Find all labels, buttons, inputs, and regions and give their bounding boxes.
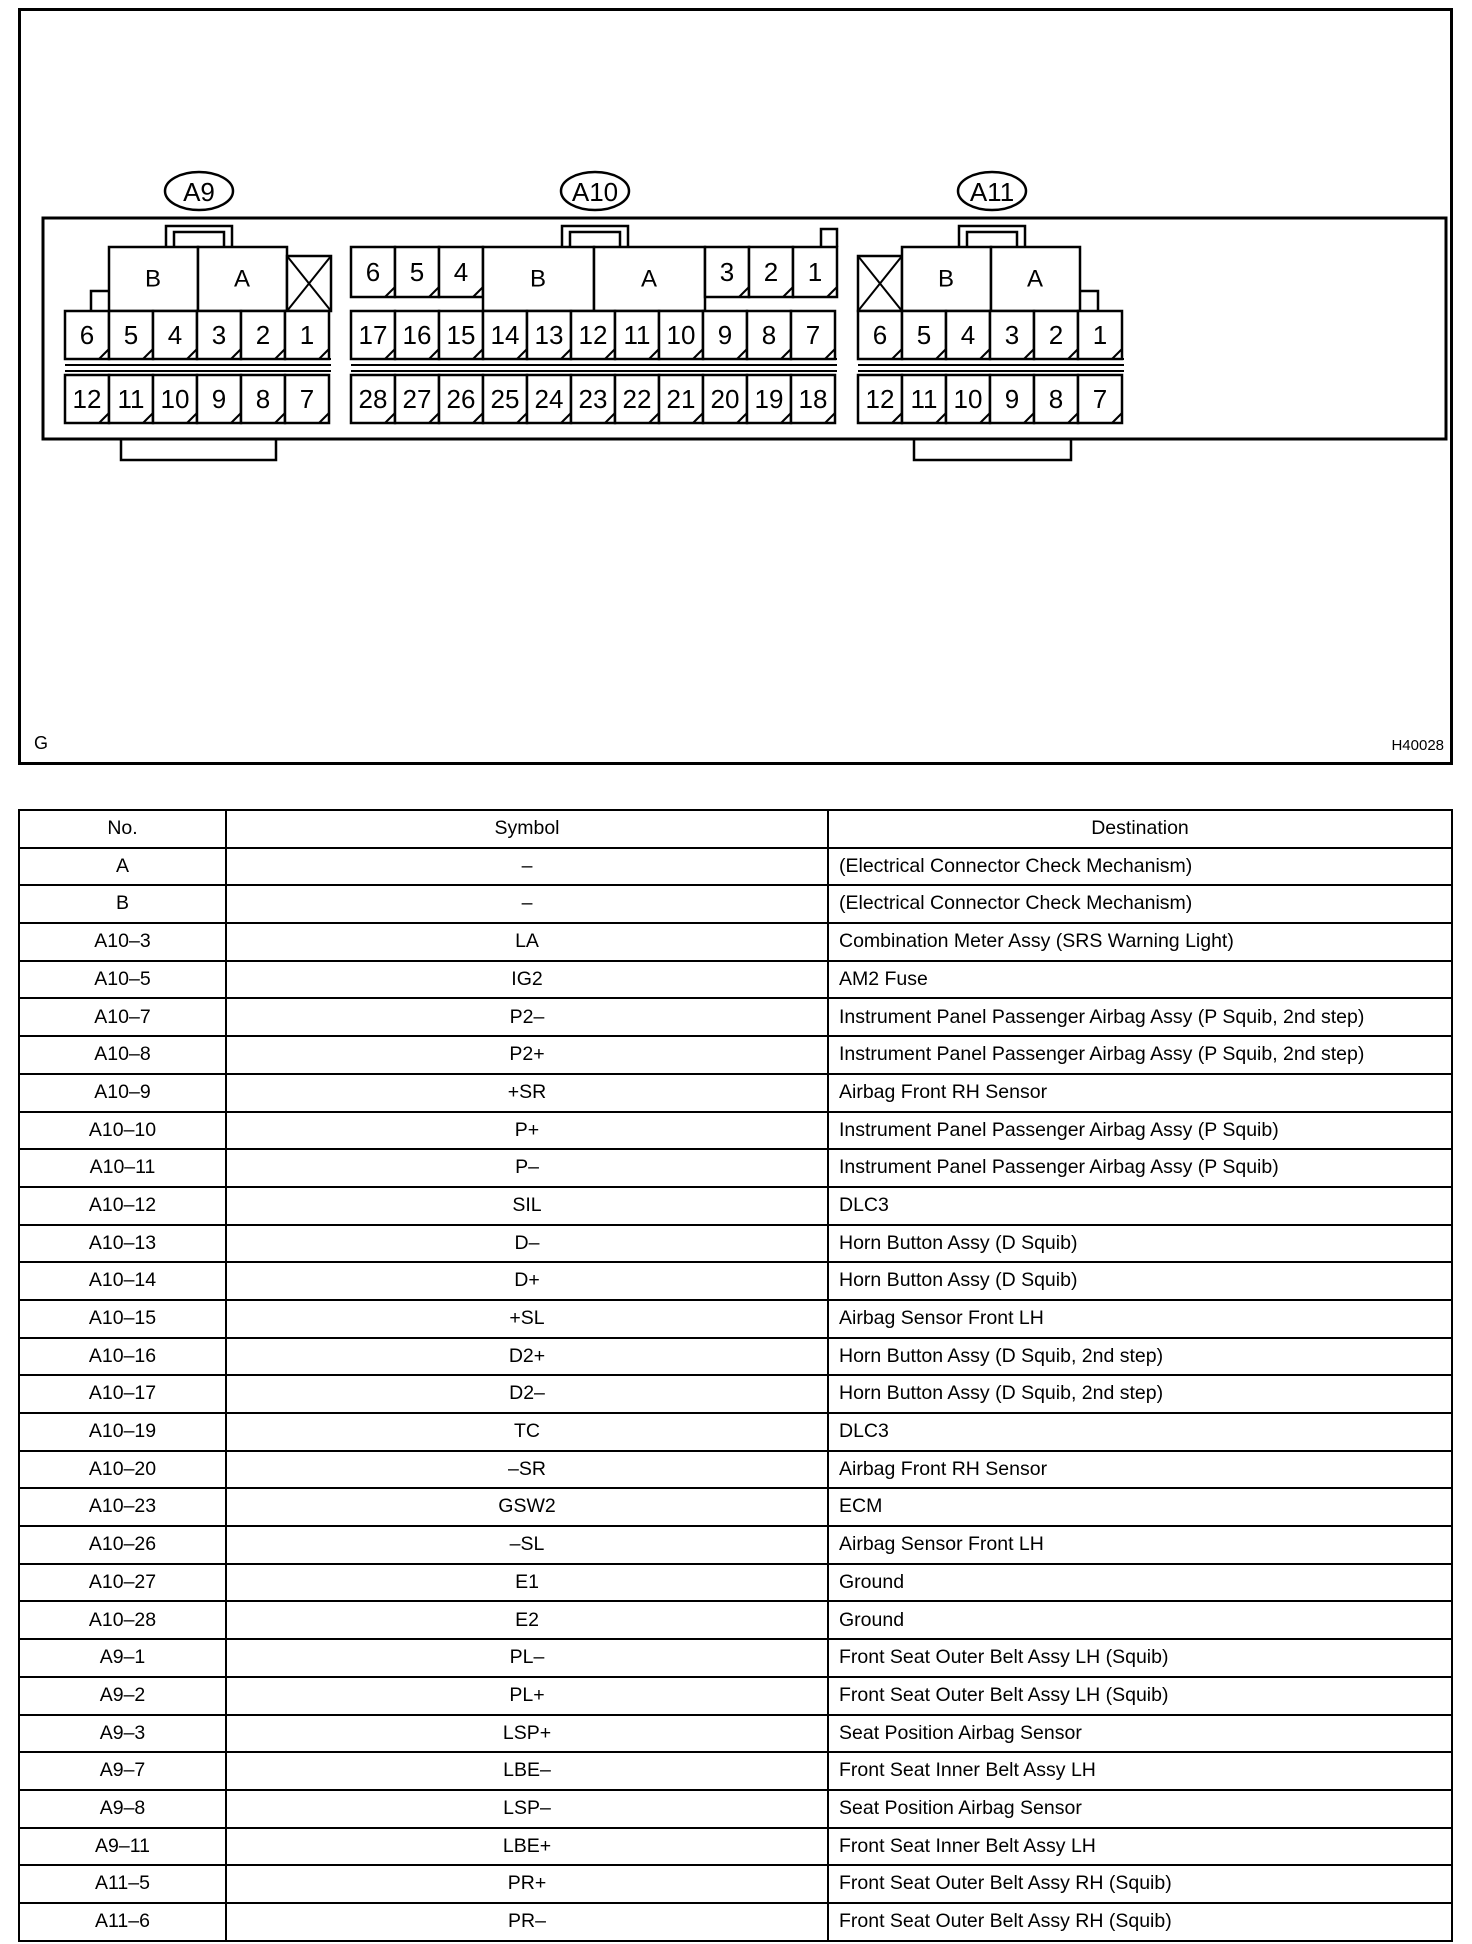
a10-cavity-number: 12 — [578, 320, 608, 350]
cell-no: A10–10 — [19, 1112, 226, 1150]
a11-cavity-number: 7 — [1092, 384, 1108, 414]
cell-symbol: D2+ — [226, 1338, 828, 1376]
cell-symbol: IG2 — [226, 961, 828, 999]
table-row — [19, 1677, 1452, 1715]
a10-cavity-number: 24 — [534, 384, 564, 414]
a10-cavity-number: 23 — [578, 384, 608, 414]
cell-destination: Instrument Panel Passenger Airbag Assy (P Squib, 2nd step) — [828, 1036, 1452, 1074]
header-symbol: Symbol — [226, 810, 828, 848]
cell-symbol: D2– — [226, 1375, 828, 1413]
a10-cavity-number: 2 — [763, 257, 779, 287]
cell-symbol: –SR — [226, 1451, 828, 1489]
a10-cavity-number: 13 — [534, 320, 564, 350]
table-row — [19, 1526, 1452, 1564]
cell-no: A9–8 — [19, 1790, 226, 1828]
cell-symbol: GSW2 — [226, 1488, 828, 1526]
cell-no: A11–6 — [19, 1903, 226, 1941]
cell-no: A10–9 — [19, 1074, 226, 1112]
cell-no: A10–17 — [19, 1375, 226, 1413]
cell-destination: Ground — [828, 1564, 1452, 1602]
cell-symbol: LBE+ — [226, 1828, 828, 1866]
cell-no: A10–19 — [19, 1413, 226, 1451]
cell-destination: Horn Button Assy (D Squib) — [828, 1262, 1452, 1300]
lock-letter-b: B — [144, 265, 162, 293]
table-row — [19, 1187, 1452, 1225]
header-no: No. — [19, 810, 226, 848]
cell-destination: ECM — [828, 1488, 1452, 1526]
cell-no: A9–1 — [19, 1639, 226, 1677]
cell-no: A10–5 — [19, 961, 226, 999]
table-row — [19, 1112, 1452, 1150]
a10-cavity-number: 16 — [402, 320, 432, 350]
cell-no: A10–26 — [19, 1526, 226, 1564]
cell-destination: Airbag Sensor Front LH — [828, 1526, 1452, 1564]
cell-no: A10–13 — [19, 1225, 226, 1263]
cell-destination: Airbag Front RH Sensor — [828, 1451, 1452, 1489]
a10-cavity-number: 10 — [666, 320, 696, 350]
a11-cavity-number: 6 — [872, 320, 888, 350]
a10-cavity-number: 15 — [446, 320, 476, 350]
lock-letter-a: A — [640, 265, 658, 293]
cell-destination: Front Seat Outer Belt Assy RH (Squib) — [828, 1903, 1452, 1941]
connector-label-a11: A11 — [969, 177, 1015, 207]
cell-no: A10–16 — [19, 1338, 226, 1376]
cell-no: A9–7 — [19, 1752, 226, 1790]
cell-destination: (Electrical Connector Check Mechanism) — [828, 885, 1452, 923]
figure-corner-letter: G — [34, 733, 49, 753]
figure-code: H40028 — [1391, 737, 1444, 754]
table-row — [19, 998, 1452, 1036]
cell-symbol: LSP+ — [226, 1715, 828, 1753]
a10-cavity-number: 8 — [761, 320, 777, 350]
lock-letter-b: B — [529, 265, 547, 293]
cell-symbol: P– — [226, 1149, 828, 1187]
cell-symbol: P2+ — [226, 1036, 828, 1074]
lock-letter-a: A — [233, 265, 251, 293]
cell-no: A9–2 — [19, 1677, 226, 1715]
cell-symbol: +SL — [226, 1300, 828, 1338]
cell-destination: DLC3 — [828, 1187, 1452, 1225]
table-row — [19, 1828, 1452, 1866]
cell-symbol: +SR — [226, 1074, 828, 1112]
a10-cavity-number: 6 — [365, 257, 381, 287]
a10-cavity-number: 22 — [622, 384, 652, 414]
connector-diagram — [18, 8, 1453, 765]
table-row — [19, 1338, 1452, 1376]
header-destination: Destination — [828, 810, 1452, 848]
a10-cavity-number: 1 — [807, 257, 823, 287]
a9-cavity-number: 7 — [299, 384, 315, 414]
lock-letter-a: A — [1026, 265, 1044, 293]
table-row — [19, 1488, 1452, 1526]
cell-destination: Front Seat Inner Belt Assy LH — [828, 1828, 1452, 1866]
table-row — [19, 1413, 1452, 1451]
guide-tab-right — [914, 439, 1071, 460]
cell-destination: Instrument Panel Passenger Airbag Assy (P Squib) — [828, 1149, 1452, 1187]
a10-cavity-number: 3 — [719, 257, 735, 287]
a10-cavity-number: 19 — [754, 384, 784, 414]
cell-symbol: LBE– — [226, 1752, 828, 1790]
cell-destination: Ground — [828, 1601, 1452, 1639]
cell-no: A — [19, 848, 226, 886]
a10-cavity-number: 14 — [490, 320, 520, 350]
a9-cavity-number: 8 — [255, 384, 271, 414]
table-body — [19, 848, 1452, 1941]
a11-cavity-number: 4 — [960, 320, 976, 350]
a10-cavity-number: 4 — [453, 257, 469, 287]
cell-no: A10–7 — [19, 998, 226, 1036]
table-row — [19, 1375, 1452, 1413]
guide-tab-left — [121, 439, 276, 460]
table-row — [19, 961, 1452, 999]
a10-cavity-number: 27 — [402, 384, 432, 414]
cell-symbol: – — [226, 848, 828, 886]
table-row — [19, 1451, 1452, 1489]
cell-symbol: P+ — [226, 1112, 828, 1150]
table-row — [19, 1300, 1452, 1338]
a9-cavity-number: 4 — [167, 320, 183, 350]
table-row — [19, 848, 1452, 886]
cell-symbol: LSP– — [226, 1790, 828, 1828]
cell-symbol: P2– — [226, 998, 828, 1036]
cell-symbol: –SL — [226, 1526, 828, 1564]
table-row — [19, 1790, 1452, 1828]
a10-cavity-number: 11 — [623, 320, 651, 350]
cell-no: A9–3 — [19, 1715, 226, 1753]
cell-destination: Front Seat Outer Belt Assy LH (Squib) — [828, 1677, 1452, 1715]
a11-cavity-number: 12 — [865, 384, 895, 414]
cell-no: A10–14 — [19, 1262, 226, 1300]
connector-drawing — [21, 11, 1450, 762]
table-row — [19, 885, 1452, 923]
table-row — [19, 1601, 1452, 1639]
cell-destination: (Electrical Connector Check Mechanism) — [828, 848, 1452, 886]
table-row — [19, 1752, 1452, 1790]
a9-cavity-number: 5 — [123, 320, 139, 350]
cell-no: A11–5 — [19, 1865, 226, 1903]
connector-label-a10: A10 — [571, 177, 619, 207]
cell-no: A10–27 — [19, 1564, 226, 1602]
table-row — [19, 1036, 1452, 1074]
a10-cavity-number: 5 — [409, 257, 425, 287]
cell-destination: DLC3 — [828, 1413, 1452, 1451]
cell-symbol: PR+ — [226, 1865, 828, 1903]
cell-symbol: D+ — [226, 1262, 828, 1300]
cell-no: A10–23 — [19, 1488, 226, 1526]
a9-cavity-number: 9 — [211, 384, 227, 414]
a10-cavity-number: 26 — [446, 384, 476, 414]
a10-cavity-number: 18 — [798, 384, 828, 414]
a11-cavity-number: 5 — [916, 320, 932, 350]
cell-no: A10–11 — [19, 1149, 226, 1187]
cell-symbol: PR– — [226, 1903, 828, 1941]
pinout-table — [18, 809, 1453, 1942]
cell-destination: Seat Position Airbag Sensor — [828, 1790, 1452, 1828]
cell-destination: Front Seat Outer Belt Assy LH (Squib) — [828, 1639, 1452, 1677]
a11-cavity-number: 1 — [1092, 320, 1108, 350]
cell-no: A10–28 — [19, 1601, 226, 1639]
table-row — [19, 1262, 1452, 1300]
cell-no: A10–3 — [19, 923, 226, 961]
a9-cavity-number: 11 — [117, 384, 145, 414]
cell-no: A10–12 — [19, 1187, 226, 1225]
table-header-row — [19, 810, 1452, 848]
a10-cavity-number: 20 — [710, 384, 740, 414]
cell-symbol: TC — [226, 1413, 828, 1451]
cell-destination: Front Seat Inner Belt Assy LH — [828, 1752, 1452, 1790]
a10-cavity-number: 17 — [358, 320, 388, 350]
table-row — [19, 1564, 1452, 1602]
table-row — [19, 1903, 1452, 1941]
a9-cavity-number: 6 — [79, 320, 95, 350]
cell-destination: AM2 Fuse — [828, 961, 1452, 999]
cell-symbol: D– — [226, 1225, 828, 1263]
cell-destination: Airbag Front RH Sensor — [828, 1074, 1452, 1112]
cell-no: A10–8 — [19, 1036, 226, 1074]
cell-symbol: PL– — [226, 1639, 828, 1677]
cell-destination: Seat Position Airbag Sensor — [828, 1715, 1452, 1753]
table-row — [19, 1865, 1452, 1903]
table-row — [19, 1715, 1452, 1753]
a9-cavity-number: 1 — [299, 320, 315, 350]
cell-destination: Instrument Panel Passenger Airbag Assy (P Squib) — [828, 1112, 1452, 1150]
a10-cavity-number: 25 — [490, 384, 520, 414]
a10-cavity-number: 28 — [358, 384, 388, 414]
a11-cavity-number: 9 — [1004, 384, 1020, 414]
cell-symbol: – — [226, 885, 828, 923]
a11-cavity-number: 10 — [953, 384, 983, 414]
connector-label-a9: A9 — [183, 177, 215, 207]
cell-no: B — [19, 885, 226, 923]
lock-letter-b: B — [937, 265, 955, 293]
cell-no: A10–15 — [19, 1300, 226, 1338]
a10-cavity-number: 9 — [717, 320, 733, 350]
cell-destination: Horn Button Assy (D Squib, 2nd step) — [828, 1338, 1452, 1376]
table-row — [19, 1149, 1452, 1187]
a11-cavity-number: 2 — [1048, 320, 1064, 350]
cell-symbol: PL+ — [226, 1677, 828, 1715]
a9-cavity-number: 3 — [211, 320, 227, 350]
cell-destination: Horn Button Assy (D Squib) — [828, 1225, 1452, 1263]
cell-destination: Horn Button Assy (D Squib, 2nd step) — [828, 1375, 1452, 1413]
a11-cavity-number: 8 — [1048, 384, 1064, 414]
cell-destination: Front Seat Outer Belt Assy RH (Squib) — [828, 1865, 1452, 1903]
a11-cavity-number: 11 — [910, 384, 938, 414]
cell-symbol: E1 — [226, 1564, 828, 1602]
a9-cavity-number: 2 — [255, 320, 271, 350]
table-row — [19, 923, 1452, 961]
a11-cavity-number: 3 — [1004, 320, 1020, 350]
cell-no: A9–11 — [19, 1828, 226, 1866]
cell-destination: Airbag Sensor Front LH — [828, 1300, 1452, 1338]
cell-no: A10–20 — [19, 1451, 226, 1489]
table-row — [19, 1639, 1452, 1677]
table-row — [19, 1225, 1452, 1263]
cell-destination: Instrument Panel Passenger Airbag Assy (P Squib, 2nd step) — [828, 998, 1452, 1036]
a10-cavity-number: 21 — [666, 384, 696, 414]
a9-cavity-number: 10 — [160, 384, 190, 414]
a9-cavity-number: 12 — [72, 384, 102, 414]
a10-cavity-number: 7 — [805, 320, 821, 350]
cell-destination: Combination Meter Assy (SRS Warning Light) — [828, 923, 1452, 961]
cell-symbol: SIL — [226, 1187, 828, 1225]
cell-symbol: LA — [226, 923, 828, 961]
cell-symbol: E2 — [226, 1601, 828, 1639]
table-row — [19, 1074, 1452, 1112]
